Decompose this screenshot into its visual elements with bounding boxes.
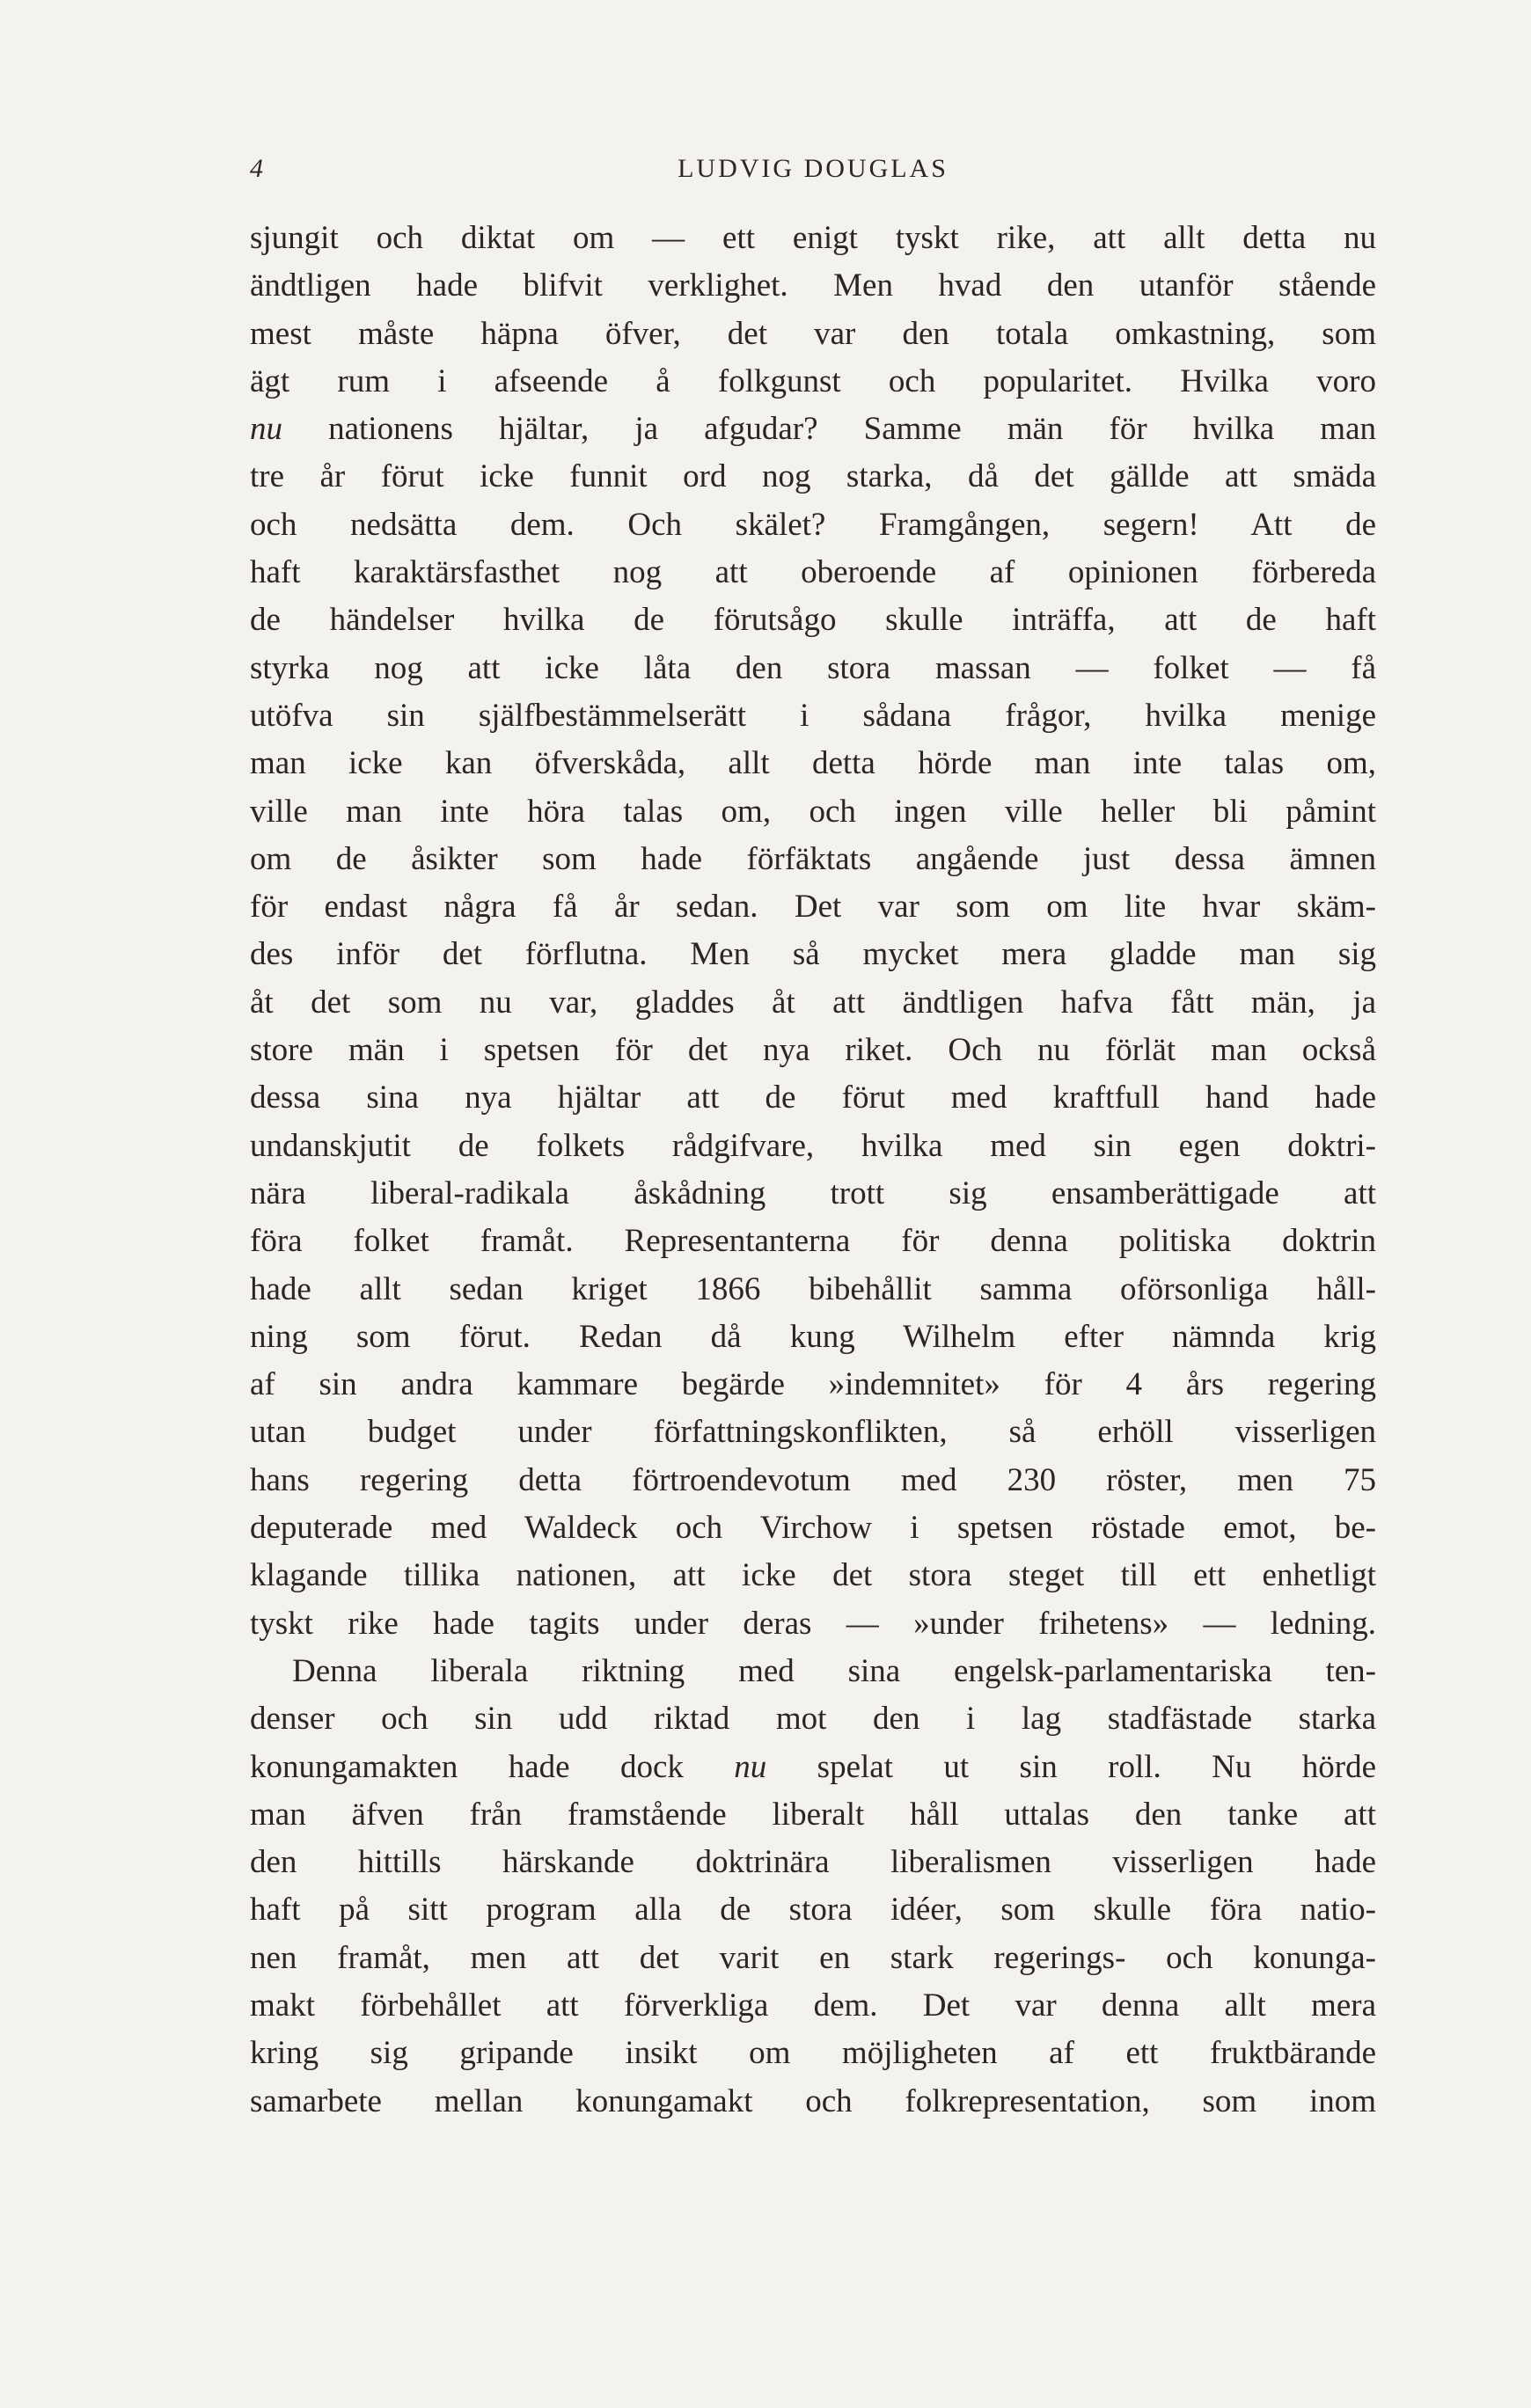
text-line: nen framåt, men att det varit en stark regerings- och konunga- bbox=[250, 1939, 1376, 1976]
text-line: utan budget under författningskonflikten, så erhöll visserligen bbox=[250, 1414, 1376, 1451]
text-line: åt det som nu var, gladdes åt att ändtligen hafva fått män, ja bbox=[250, 984, 1376, 1021]
page-header bbox=[250, 154, 1376, 198]
text-line: deputerade med Waldeck och Virchow i spetsen röstade emot, be- bbox=[250, 1510, 1376, 1547]
text-line: man icke kan öfverskåda, allt detta hörde man inte talas om, bbox=[250, 745, 1376, 782]
text-line: konungamakten hade dock nu spelat ut sin roll. Nu hörde bbox=[250, 1748, 1376, 1785]
text-line: denser och sin udd riktad mot den i lag stadfästade starka bbox=[250, 1701, 1376, 1738]
text-line: nu nationens hjältar, ja afgudar? Samme män för hvilka man bbox=[250, 411, 1376, 448]
text-line: ville man inte höra talas om, och ingen ville heller bli påmint bbox=[250, 793, 1376, 830]
text-line: store män i spetsen för det nya riket. Och nu förlät man också bbox=[250, 1032, 1376, 1069]
paragraph-start-line: Denna liberala riktning med sina engelsk-parlamentariska ten- bbox=[292, 1652, 1376, 1689]
text-line: tre år förut icke funnit ord nog starka, då det gällde att smäda bbox=[250, 458, 1376, 495]
text-line: föra folket framåt. Representanterna för denna politiska doktrin bbox=[250, 1223, 1376, 1260]
paragraph-end-line: tyskt rike hade tagits under deras — »under frihetens» — ledning. bbox=[250, 1605, 1376, 1642]
text-line: undanskjutit de folkets rådgifvare, hvilka med sin egen doktri- bbox=[250, 1127, 1376, 1164]
text-line: ägt rum i afseende å folkgunst och popularitet. Hvilka voro bbox=[250, 362, 1376, 399]
text-line: om de åsikter som hade förfäktats angående just dessa ämnen bbox=[250, 840, 1376, 877]
text-line: klagande tillika nationen, att icke det stora steget till ett enhetligt bbox=[250, 1557, 1376, 1594]
text-line: mest måste häpna öfver, det var den totala omkastning, som bbox=[250, 315, 1376, 352]
emphasis: nu bbox=[250, 411, 282, 448]
text-line: hans regering detta förtroendevotum med 230 röster, men 75 bbox=[250, 1461, 1376, 1498]
text-line: kring sig gripande insikt om möjligheten af ett fruktbärande bbox=[250, 2035, 1376, 2072]
text-line: samarbete mellan konungamakt och folkrepresentation, som inom bbox=[250, 2082, 1376, 2119]
body-text bbox=[250, 215, 1376, 2126]
page-number: 4 bbox=[250, 154, 264, 183]
text-line: ning som förut. Redan då kung Wilhelm efter nämnda krig bbox=[250, 1318, 1376, 1355]
text-line: och nedsätta dem. Och skälet? Framgången, segern! Att de bbox=[250, 506, 1376, 543]
text-line: haft karaktärsfasthet nog att oberoende af opinionen förbereda bbox=[250, 554, 1376, 591]
text-line: de händelser hvilka de förutsågo skulle inträffa, att de haft bbox=[250, 602, 1376, 639]
emphasis: nu bbox=[734, 1748, 767, 1785]
text-line: ändtligen hade blifvit verklighet. Men hvad den utanför stående bbox=[250, 267, 1376, 304]
text-line: styrka nog att icke låta den stora massan — folket — få bbox=[250, 649, 1376, 686]
running-title: LUDVIG DOUGLAS bbox=[678, 154, 949, 183]
text-line: af sin andra kammare begärde »indemnitet» för 4 års regering bbox=[250, 1366, 1376, 1403]
text-line: des inför det förflutna. Men så mycket mera gladde man sig bbox=[250, 936, 1376, 973]
text-line: utöfva sin själfbestämmelserätt i sådana frågor, hvilka menige bbox=[250, 697, 1376, 734]
text-line: för endast några få år sedan. Det var som om lite hvar skäm- bbox=[250, 889, 1376, 926]
text-line: nära liberal-radikala åskådning trott sig ensamberättigade att bbox=[250, 1175, 1376, 1211]
text-line: den hittills härskande doktrinära liberalismen visserligen hade bbox=[250, 1844, 1376, 1881]
text-line: man äfven från framstående liberalt håll uttalas den tanke att bbox=[250, 1796, 1376, 1833]
text-line: haft på sitt program alla de stora idéer, som skulle föra natio- bbox=[250, 1892, 1376, 1929]
text-line: sjungit och diktat om — ett enigt tyskt rike, att allt detta nu bbox=[250, 220, 1376, 256]
text-line: hade allt sedan kriget 1866 bibehållit samma oförsonliga håll- bbox=[250, 1270, 1376, 1307]
text-line: makt förbehållet att förverkliga dem. Det var denna allt mera bbox=[250, 1987, 1376, 2024]
text-line: dessa sina nya hjältar att de förut med kraftfull hand hade bbox=[250, 1080, 1376, 1116]
